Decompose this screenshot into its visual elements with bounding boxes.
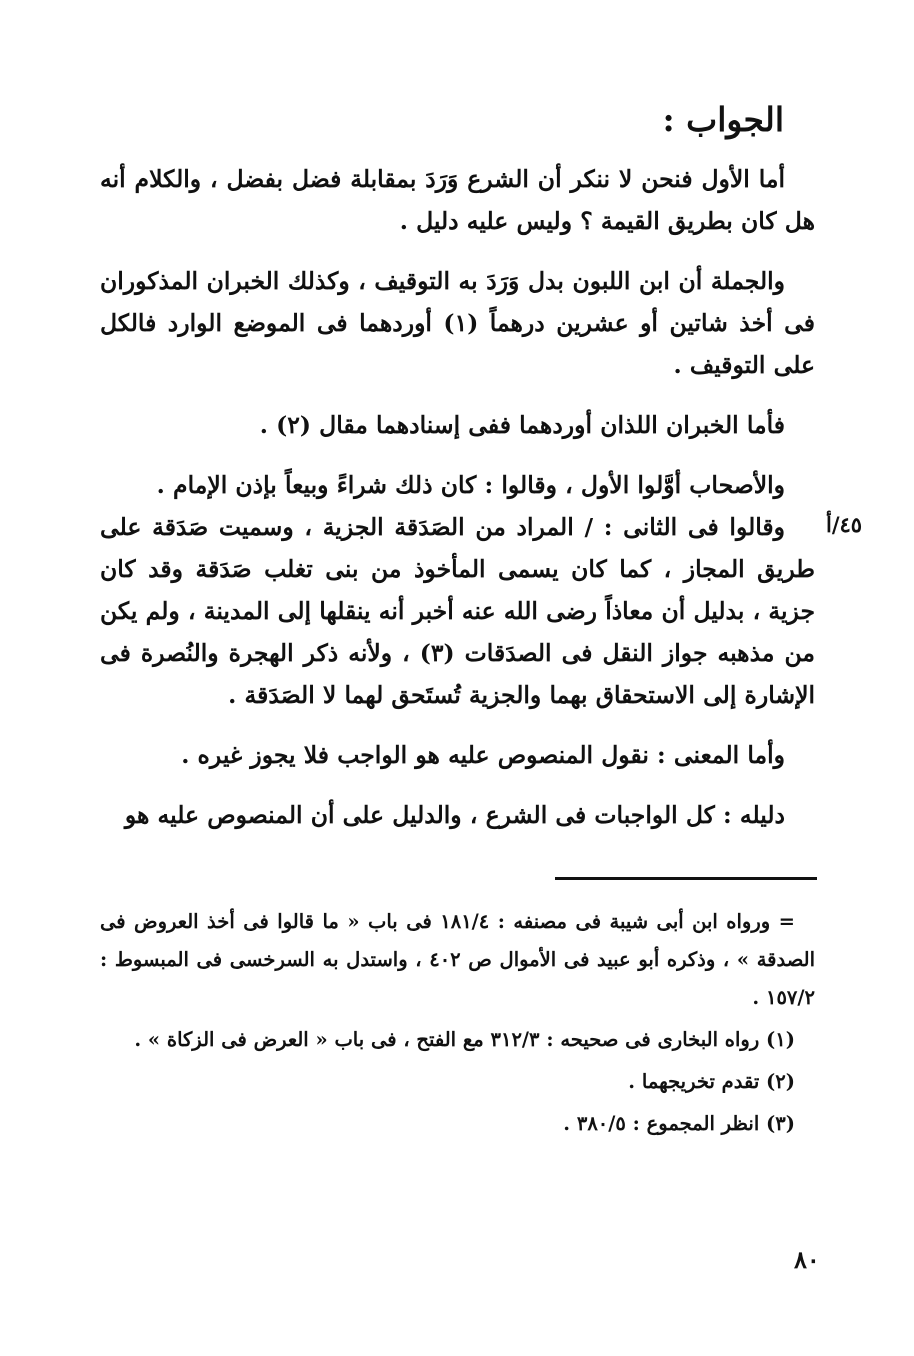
- footnote-divider: [555, 877, 817, 880]
- footnote: (١) رواه البخارى فى صحيحه : ٣١٢/٣ مع الفتح ، فى باب « العرض فى الزكاة » .: [134, 1028, 795, 1051]
- paragraph: وأما المعنى : نقول المنصوص عليه هو الواجب فلا يجوز غيره .: [181, 741, 785, 769]
- body-text: [100, 158, 815, 854]
- folio-marker: ٤٥/أ: [826, 512, 863, 537]
- paragraph: والأصحاب أوَّلوا الأول ، وقالوا : كان ذلك شراءً وبيعاً بإذن الإمام .: [156, 471, 785, 499]
- paragraph: دليله : كل الواجبات فى الشرع ، والدليل على أن المنصوص عليه هو: [124, 801, 785, 829]
- footnote: = ورواه ابن أبى شيبة فى مصنفه : ١٨١/٤ فى باب « ما قالوا فى أخذ العروض فى الصدقة » ، وذكره أبو عبيد فى الأموال ص ٤٠٢ ، واستدل به السرخسى فى المبسوط : ١٥٧/٢ .: [100, 910, 815, 1009]
- paragraph: أما الأول فنحن لا ننكر أن الشرع وَرَدَ بمقابلة فضل بفضل ، والكلام أنه هل كان بطريق القيمة ؟ وليس عليه دليل .: [100, 165, 815, 235]
- section-heading: الجواب :: [662, 100, 784, 139]
- page-number: ٨٠: [794, 1245, 820, 1274]
- paragraph: فأما الخبران اللذان أوردهما ففى إسنادهما مقال (٢) .: [259, 411, 785, 439]
- footnote: (٢) تقدم تخريجهما .: [628, 1070, 795, 1093]
- paragraph: والجملة أن ابن اللبون بدل وَرَدَ به التوقيف ، وكذلك الخبران المذكوران فى أخذ شاتين أو عشرين درهماً (١) أوردهما فى الموضع الوارد فالكل على التوقيف .: [100, 267, 815, 379]
- footnote: (٣) انظر المجموع : ٣٨٠/٥ .: [563, 1112, 795, 1135]
- footnotes: [100, 903, 815, 1147]
- paragraph: وقالوا فى الثانى : / المراد من الصَدَقة الجزية ، وسميت صَدَقة على طريق المجاز ، كما كان يسمى المأخوذ من بنى تغلب صَدَقة وقد كان جزية ، بدليل أن معاذاً رضى الله عنه أخبر أنه ينقلها إلى المدينة ، ولم يكن من مذهبه جواز النقل فى الصدَقات (٣) ، ولأنه ذكر الهجرة والنُصرة فى الإشارة إلى الاستحقاق بهما والجزية تُستَحق لهما لا الصَدَقة .: [100, 513, 815, 709]
